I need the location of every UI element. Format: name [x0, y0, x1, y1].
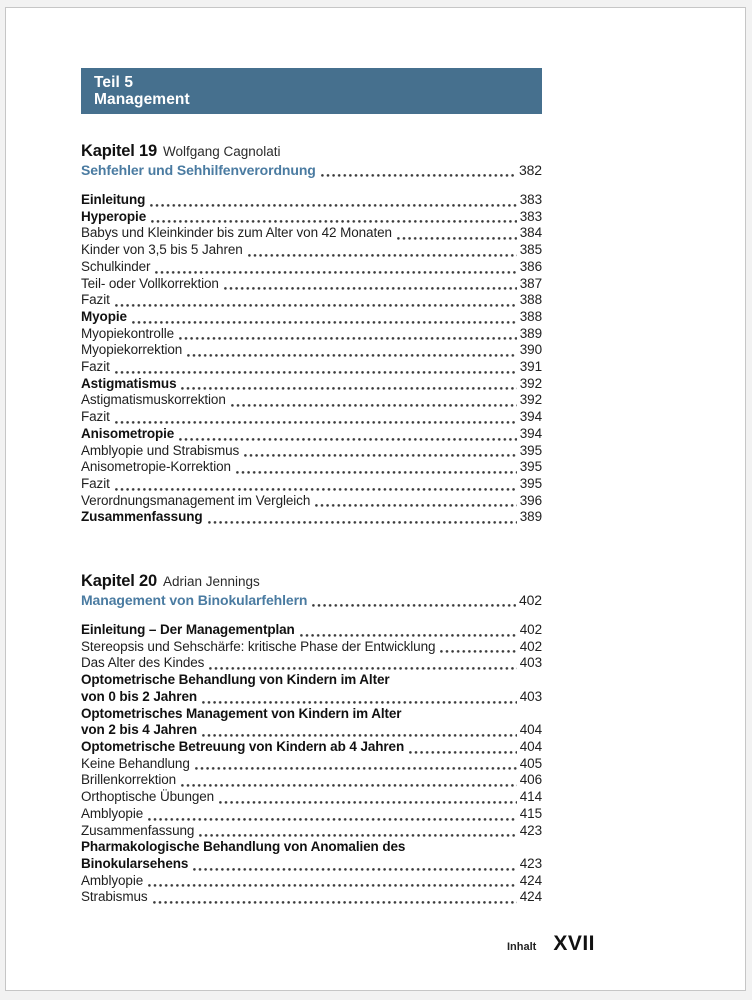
dot-leader — [150, 204, 517, 207]
entry-label: Zusammenfassung — [81, 822, 195, 838]
entry-list — [81, 192, 542, 526]
footer-section-label: Inhalt — [506, 941, 537, 953]
toc-entry-row — [81, 639, 542, 656]
toc-entry-row — [81, 706, 542, 723]
entry-label: Einleitung – Der Managementplan — [81, 622, 295, 638]
chapter-title: Sehfehler und Sehhilfenverordnung — [81, 162, 316, 178]
toc-entry-row — [81, 756, 542, 773]
dot-leader — [132, 321, 517, 324]
entry-label: von 2 bis 4 Jahren — [81, 722, 197, 738]
entry-page-number: 395 — [519, 459, 542, 475]
dot-leader — [199, 834, 516, 837]
toc-entry-row — [81, 672, 542, 689]
entry-page-number: 424 — [519, 872, 542, 888]
dot-leader — [209, 667, 516, 670]
dot-leader — [224, 287, 517, 290]
chapter-section — [81, 572, 542, 906]
toc-entry-row — [81, 856, 542, 873]
entry-label: Zusammenfassung — [81, 509, 203, 525]
entry-label: Einleitung — [81, 192, 146, 207]
chapter-heading — [81, 572, 542, 591]
entry-page-number: 424 — [519, 889, 542, 905]
chapter-section — [81, 142, 542, 526]
entry-label: Optometrisches Management von Kindern im Alter — [81, 705, 402, 721]
entry-page-number: 423 — [519, 855, 542, 871]
dot-leader — [312, 604, 516, 607]
entry-page-number: 404 — [519, 738, 542, 754]
entry-page-number: 403 — [519, 655, 542, 671]
entry-list — [81, 622, 542, 906]
entry-label: Schulkinder — [81, 258, 151, 274]
toc-entry-row — [81, 806, 542, 823]
toc-entry-row — [81, 376, 542, 393]
entry-label: Myopiekorrektion — [81, 342, 183, 358]
toc-entry-row — [81, 493, 542, 510]
dot-leader — [236, 471, 517, 474]
toc-entry-row — [81, 476, 542, 493]
dot-leader — [321, 174, 516, 177]
entry-label: Astigmatismus — [81, 375, 177, 391]
entry-page-number: 392 — [519, 392, 542, 408]
dot-leader — [440, 650, 516, 653]
entry-page-number: 388 — [519, 308, 542, 324]
chapter-author: Wolfgang Cagnolati — [162, 144, 281, 159]
chapter-list — [81, 142, 542, 906]
dot-leader — [187, 354, 517, 357]
toc-entry-row — [81, 789, 542, 806]
part-banner — [81, 68, 542, 114]
entry-label: Myopiekontrolle — [81, 325, 175, 341]
toc-entry-row — [81, 772, 542, 789]
chapter-number: Kapitel 19 — [81, 142, 157, 160]
dot-leader — [115, 488, 517, 491]
entry-label: Optometrische Betreuung von Kindern ab 4 Jahren — [81, 738, 405, 754]
entry-page-number: 389 — [519, 509, 542, 525]
toc-entry-row — [81, 209, 542, 226]
entry-page-number: 384 — [519, 225, 542, 241]
entry-page-number: 383 — [519, 208, 542, 224]
entry-page-number: 403 — [519, 688, 542, 704]
toc-content — [81, 68, 542, 906]
dot-leader — [155, 271, 516, 274]
entry-page-number: 386 — [519, 258, 542, 274]
dot-leader — [153, 901, 517, 904]
dot-leader — [148, 818, 517, 821]
chapter-title: Management von Binokularfehlern — [81, 592, 308, 609]
entry-page-number: 395 — [519, 442, 542, 458]
toc-entry-row — [81, 689, 542, 706]
entry-page-number: 396 — [519, 492, 542, 508]
dot-leader — [300, 634, 517, 637]
page-footer — [507, 932, 595, 956]
entry-page-number: 389 — [519, 325, 542, 341]
entry-label: Optometrische Behandlung von Kindern im Alter — [81, 672, 390, 688]
entry-page-number: 405 — [519, 755, 542, 771]
entry-page-number: 391 — [519, 359, 542, 375]
toc-entry-row — [81, 889, 542, 906]
entry-label: Astigmatismuskorrektion — [81, 392, 226, 408]
part-banner-line1: Teil 5 — [94, 74, 134, 91]
dot-leader — [409, 751, 517, 754]
toc-entry-row — [81, 509, 542, 526]
entry-label: von 0 bis 2 Jahren — [81, 688, 197, 704]
chapter-author: Adrian Jennings — [162, 574, 260, 590]
chapter-heading — [81, 142, 542, 161]
dot-leader — [195, 767, 517, 770]
chapter-page-number: 402 — [518, 592, 542, 609]
dot-leader — [181, 387, 516, 390]
entry-page-number: 392 — [519, 375, 542, 391]
book-page — [5, 7, 746, 991]
toc-entry-row — [81, 622, 542, 639]
toc-entry-row — [81, 655, 542, 672]
entry-label: Brillenkorrektion — [81, 772, 177, 788]
entry-label: Fazit — [81, 359, 110, 375]
entry-label: Das Alter des Kindes — [81, 655, 205, 671]
toc-entry-row — [81, 292, 542, 309]
entry-label: Anisometropie-Korrektion — [81, 459, 231, 475]
toc-entry-row — [81, 242, 542, 259]
entry-page-number: 402 — [519, 638, 542, 654]
entry-page-number: 390 — [519, 342, 542, 358]
entry-page-number: 388 — [519, 292, 542, 308]
dot-leader — [115, 304, 517, 307]
chapter-title-row — [81, 591, 542, 609]
dot-leader — [208, 521, 517, 524]
dot-leader — [193, 868, 516, 871]
entry-page-number: 402 — [519, 622, 542, 638]
entry-label: Orthoptische Übungen — [81, 789, 215, 805]
entry-label: Pharmakologische Behandlung von Anomalien des — [81, 839, 406, 855]
entry-label: Keine Behandlung — [81, 755, 190, 771]
toc-entry-row — [81, 823, 542, 840]
entry-page-number: 404 — [519, 722, 542, 738]
dot-leader — [202, 701, 517, 704]
entry-label: Amblyopie — [81, 805, 144, 821]
dot-leader — [148, 884, 517, 887]
entry-page-number: 394 — [519, 425, 542, 441]
toc-entry-row — [81, 359, 542, 376]
entry-page-number: 395 — [519, 475, 542, 491]
entry-page-number: 394 — [519, 409, 542, 425]
entry-page-number: 383 — [519, 192, 542, 207]
entry-label: Myopie — [81, 308, 127, 324]
entry-page-number: 385 — [519, 242, 542, 258]
dot-leader — [115, 371, 517, 374]
toc-entry-row — [81, 873, 542, 890]
entry-label: Strabismus — [81, 889, 148, 905]
entry-page-number: 387 — [519, 275, 542, 291]
toc-entry-row — [81, 259, 542, 276]
entry-page-number: 414 — [519, 789, 542, 805]
entry-label: Hyperopie — [81, 208, 147, 224]
entry-label: Verordnungsmanagement im Vergleich — [81, 492, 311, 508]
dot-leader — [231, 404, 517, 407]
footer-page-number: XVII — [553, 932, 595, 955]
toc-entry-row — [81, 839, 542, 856]
entry-label: Babys und Kleinkinder bis zum Alter von 42 Monaten — [81, 225, 392, 241]
entry-label: Stereopsis und Sehschärfe: kritische Phase der Entwicklung — [81, 638, 436, 654]
entry-label: Binokularsehens — [81, 855, 189, 871]
entry-page-number: 415 — [519, 805, 542, 821]
entry-label: Fazit — [81, 475, 110, 491]
chapter-title-row — [81, 161, 542, 179]
dot-leader — [248, 254, 517, 257]
toc-entry-row — [81, 326, 542, 343]
entry-label: Amblyopie und Strabismus — [81, 442, 240, 458]
entry-page-number: 423 — [519, 822, 542, 838]
toc-entry-row — [81, 443, 542, 460]
entry-label: Fazit — [81, 409, 110, 425]
toc-entry-row — [81, 739, 542, 756]
part-banner-line2: Management — [94, 91, 190, 108]
toc-entry-row — [81, 276, 542, 293]
dot-leader — [115, 421, 517, 424]
toc-entry-row — [81, 192, 542, 209]
chapter-number: Kapitel 20 — [81, 572, 157, 591]
dot-leader — [219, 801, 517, 804]
toc-entry-row — [81, 426, 542, 443]
dot-leader — [202, 734, 517, 737]
toc-entry-row — [81, 459, 542, 476]
toc-entry-row — [81, 342, 542, 359]
chapter-page-number: 382 — [518, 162, 542, 178]
entry-page-number: 406 — [519, 772, 542, 788]
dot-leader — [244, 454, 517, 457]
entry-label: Fazit — [81, 292, 110, 308]
entry-label: Teil- oder Vollkorrektion — [81, 275, 219, 291]
entry-label: Anisometropie — [81, 425, 175, 441]
dot-leader — [151, 220, 517, 223]
entry-label: Amblyopie — [81, 872, 144, 888]
toc-entry-row — [81, 722, 542, 739]
dot-leader — [179, 337, 517, 340]
toc-entry-row — [81, 309, 542, 326]
dot-leader — [181, 784, 517, 787]
entry-label: Kinder von 3,5 bis 5 Jahren — [81, 242, 243, 258]
dot-leader — [315, 504, 517, 507]
dot-leader — [179, 438, 517, 441]
toc-entry-row — [81, 225, 542, 242]
toc-entry-row — [81, 409, 542, 426]
dot-leader — [397, 237, 517, 240]
toc-entry-row — [81, 392, 542, 409]
